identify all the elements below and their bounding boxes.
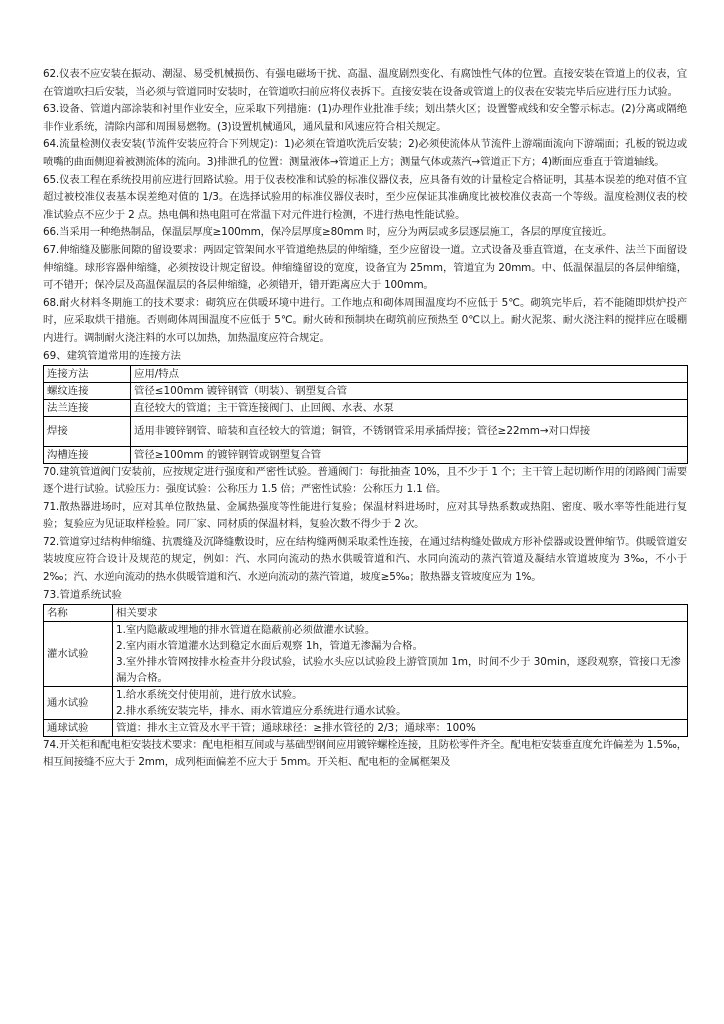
method-cell: 螺纹连接 <box>44 382 131 399</box>
feature-cell: 管径≤100mm 镀锌钢管（明装）、钢塑复合管 <box>131 382 688 399</box>
test-name-cell: 灌水试验 <box>44 621 113 686</box>
table1-title: 69、建筑管道常用的连接方法 <box>43 349 181 362</box>
table-row <box>44 446 688 463</box>
test-requirement-cell <box>113 686 688 719</box>
method-cell: 焊接 <box>44 416 131 446</box>
test-requirement-cell <box>113 719 688 736</box>
table-row <box>44 416 688 446</box>
table-row <box>44 621 688 686</box>
table-row <box>44 686 688 719</box>
feature-cell: 管径≥100mm 的镀锌钢管或钢塑复合管 <box>131 446 688 463</box>
clause-68: 68.耐火材料冬期施工的技术要求：砌筑应在供暖环境中进行。工作地点和砌体周围温度均不应低于 5℃。砌筑完毕后，若不能随即烘炉投产时，应采取烘干措施。否则砌体周围温度不应低于 5℃。耐火砖和预制块在砌筑前应预热至 0℃以上。耐火泥浆、耐火浇注料的搅拌应在暖棚内进行。调制耐火浇注料的水可以加热，加热温度应符合规定。 <box>43 296 687 344</box>
method-cell: 沟槽连接 <box>44 446 131 463</box>
clause-70: 70.建筑管道阀门安装前，应按规定进行强度和严密性试验。普通阀门：每批抽查 10%，且不少于 1 个；主干管上起切断作用的闭路阀门需要逐个进行试验。试验压力：强度试验：公称压力 1.5 倍；严密性试验：公称压力 1.1 倍。 <box>43 465 687 496</box>
requirement-line: 管道：排水主立管及水平干管；通球球径：≥排水管径的 2/3；通球率：100% <box>116 721 476 734</box>
table-row <box>44 719 688 736</box>
clause-71: 71.散热器进场时，应对其单位散热量、金属热强度等性能进行复验；保温材料进场时，应对其导热系数或热阻、密度、吸水率等性能进行复验；复验应为见证取样检验。同厂家、同材质的保温材料，复验次数不得少于 2 次。 <box>43 500 687 531</box>
feature-cell: 适用非镀锌钢管、暗装和直径较大的管道；铜管，不锈钢管采用承插焊接；管径≥22mm→对口焊接 <box>131 416 688 446</box>
document-page <box>43 66 687 772</box>
method-cell: 法兰连接 <box>44 399 131 416</box>
clause-72: 72.管道穿过结构伸缩缝、抗震缝及沉降缝敷设时，应在结构缝两侧采取柔性连接，在通过结构缝处做成方形补偿器或设置伸缩节。供暖管道安装坡度应符合设计及规范的规定，例如：汽、水同向流动的热水供暖管道和汽、水同向流动的蒸汽管道及凝结水管道坡度为 3‰，不小于 2‰；汽、水逆向流动的热水供暖管道和汽、水逆向流动的蒸汽管道，坡度≥5‰；散热器支管坡度应为 1%。 <box>43 535 687 584</box>
header-cell: 相关要求 <box>113 604 688 621</box>
table-header-row <box>44 604 688 621</box>
clause-62: 62.仪表不应安装在振动、潮湿、易受机械损伤、有强电磁场干扰、高温、温度剧烈变化、有腐蚀性气体的位置。直接安装在管道上的仪表，宜在管道吹扫后安装，当必须与管道同时安装时，在管道吹扫前应将仪表拆下。直接安装在设备或管道上的仪表在安装完毕后应进行压力试验。 <box>43 68 687 98</box>
pipe-system-test-table <box>43 604 688 737</box>
test-requirement-cell <box>113 621 688 686</box>
table-header-row <box>44 365 688 382</box>
table-row <box>44 382 688 399</box>
clause-65: 65.仪表工程在系统投用前应进行回路试验。用于仪表校准和试验的标准仪器仪表，应具备有效的计量检定合格证明，其基本误差的绝对值不宜超过被校准仪表基本误差绝对值的 1/3。在选择试验用的标准仪器仪表时，至少应保证其准确度比被校准仪表高一个等级。温度检测仪表的校准试验点不应少于 2 点。热电偶和热电阻可在常温下对元件进行检测，不进行热电性能试验。 <box>43 173 687 221</box>
requirement-line: 3.室外排水管网按排水检查井分段试验，试验水头应以试验段上游管顶加 1m，时间不少于 30min，逐段观察，管接口无渗漏为合格。 <box>116 655 681 684</box>
test-name-cell: 通球试验 <box>44 719 113 736</box>
clause-67: 67.伸缩缝及膨胀间隙的留设要求：两固定管架间水平管道绝热层的伸缩缝，至少应留设一道。立式设备及垂直管道，在支承件、法兰下面留设伸缩缝。球形容器伸缩缝，必须按设计规定留设。伸缩缝留设的宽度，设备宜为 25mm，管道宜为 20mm。中、低温保温层的各层伸缩缝，可不错开；保冷层及高温保温层的各层伸缩缝，必须错开，错开距离应大于 100mm。 <box>43 243 687 292</box>
clause-63: 63.设备、管道内部涂装和衬里作业安全，应采取下列措施：(1)办理作业批准手续；划出禁火区；设置警戒线和安全警示标志。(2)分离或隔绝非作业系统，清除内部和周围易燃物。(3)设置机械通风，通风量和风速应符合相关规定。 <box>43 103 687 133</box>
requirement-line: 2.室内雨水管道灌水达到稳定水面后观察 1h，管道无渗漏为合格。 <box>116 639 423 652</box>
clause-64: 64.流量检测仪表安装(节流件安装应符合下列规定)：1)必须在管道吹洗后安装；2)必须使流体从节流件上游端面流向下游端面；孔板的锐边或喷嘴的曲面侧迎着被测流体的流向。3)排泄孔的位置：测量液体→管道正上方；测量气体或蒸汽→管道正下方；4)断面应垂直于管道轴线。 <box>43 138 687 168</box>
clause-66: 66.当采用一种绝热制品，保温层厚度≥100mm，保冷层厚度≥80mm 时，应分为两层或多层逐层施工，各层的厚度宜接近。 <box>43 226 613 239</box>
table-row <box>44 399 688 416</box>
header-cell: 应用/特点 <box>131 365 688 382</box>
header-cell: 名称 <box>44 604 113 621</box>
feature-cell: 直径较大的管道；主干管连接阀门、止回阀、水表、水泵 <box>131 399 688 416</box>
connection-methods-table <box>43 365 688 464</box>
requirement-line: 1.室内隐蔽或埋地的排水管道在隐蔽前必须做灌水试验。 <box>116 623 376 636</box>
requirement-line: 2.排水系统安装完毕，排水、雨水管道应分系统进行通水试验。 <box>116 704 407 717</box>
header-cell: 连接方法 <box>44 365 131 382</box>
clause-74: 74.开关柜和配电柜安装技术要求：配电柜相互间或与基础型钢间应用镀锌螺栓连接，且防松零件齐全。配电柜安装垂直度允许偏差为 1.5‰，相互间接缝不应大于 2mm，成列柜面偏差不应大于 5mm。开关柜、配电柜的金属框架及 <box>43 738 687 769</box>
requirement-line: 1.给水系统交付使用前，进行放水试验。 <box>116 688 303 701</box>
test-name-cell: 通水试验 <box>44 686 113 719</box>
table2-title: 73.管道系统试验 <box>43 588 122 601</box>
